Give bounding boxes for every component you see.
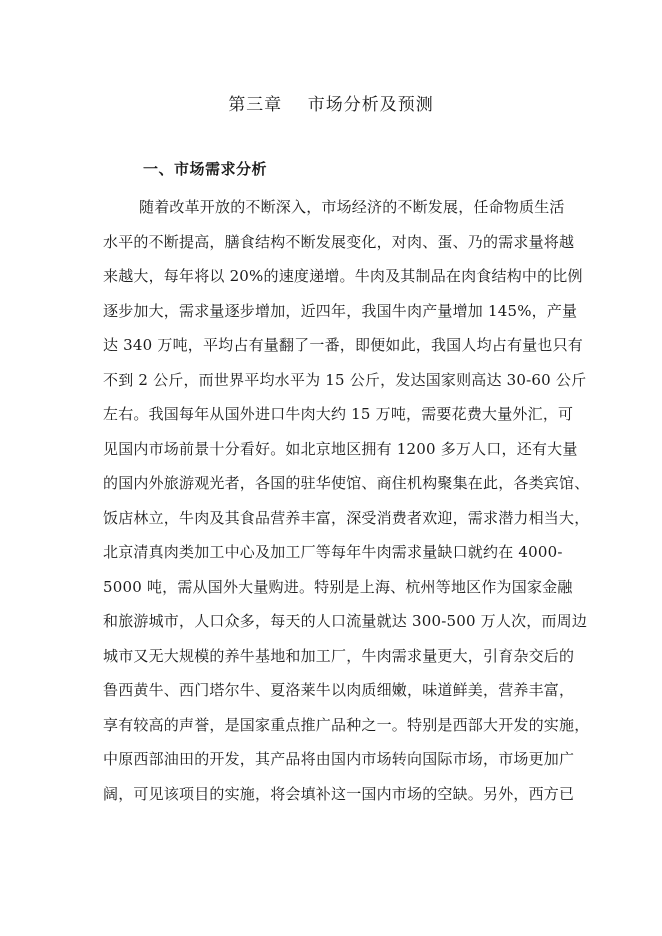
paragraph-line: 饭店林立，牛肉及其食品营养丰富，深受消费者欢迎，需求潜力相当大， — [103, 508, 590, 527]
paragraph-line: 阔，可见该项目的实施，将会填补这一国内市场的空缺。另外，西方已 — [103, 784, 575, 803]
paragraph-line: 鲁西黄牛、西门塔尔牛、夏洛莱牛以肉质细嫩，味道鲜美，营养丰富， — [103, 681, 575, 699]
paragraph-line: 的国内外旅游观光者，各国的驻华使馆、商住机构聚集在此，各类宾馆、 — [103, 474, 590, 492]
paragraph-line: 和旅游城市，人口众多，每天的人口流量就达 300-500 万人次，而周边 — [103, 612, 588, 630]
paragraph-line: 见国内市场前景十分看好。如北京地区拥有 1200 多万人口，还有大量 — [103, 439, 578, 458]
paragraph-line: 水平的不断提高，膳食结构不断发展变化，对肉、蛋、乃的需求量将越 — [103, 232, 575, 251]
paragraph-line: 北京清真肉类加工中心及加工厂等每年牛肉需求量缺口就约在 4000- — [103, 543, 563, 561]
paragraph-line: 达 340 万吨，平均占有量翻了一番，即便如此，我国人均占有量也只有 — [103, 336, 583, 354]
paragraph-line: 不到 2 公斤，而世界平均水平为 15 公斤，发达国家则高达 30-60 公斤 — [103, 370, 587, 389]
chapter-title: 第三章 市场分析及预测 — [228, 95, 434, 115]
paragraph-line: 享有较高的声誉，是国家重点推广品种之一。特别是西部大开发的实施， — [103, 715, 590, 734]
paragraph-line: 来越大，每年将以 20%的速度递增。牛肉及其制品在肉食结构中的比例 — [103, 267, 583, 285]
paragraph-line: 逐步加大，需求量逐步增加，近四年，我国牛肉产量增加 145%，产量 — [103, 301, 578, 320]
section-heading: 一、市场需求分析 — [143, 160, 268, 178]
paragraph-line: 城市又无大规模的养牛基地和加工厂，牛肉需求量更大，引育杂交后的 — [103, 646, 575, 665]
paragraph-line: 左右。我国每年从国外进口牛肉大约 15 万吨，需要花费大量外汇，可 — [103, 405, 574, 423]
paragraph-line: 随着改革开放的不断深入，市场经济的不断发展，任命物质生活 — [139, 198, 565, 216]
body-paragraph — [103, 190, 603, 811]
paragraph-line: 5000 吨，需从国外大量购进。特别是上海、杭州等地区作为国家金融 — [103, 577, 573, 596]
paragraph-line: 中原西部油田的开发，其产品将由国内市场转向国际市场，市场更加广 — [103, 750, 575, 768]
